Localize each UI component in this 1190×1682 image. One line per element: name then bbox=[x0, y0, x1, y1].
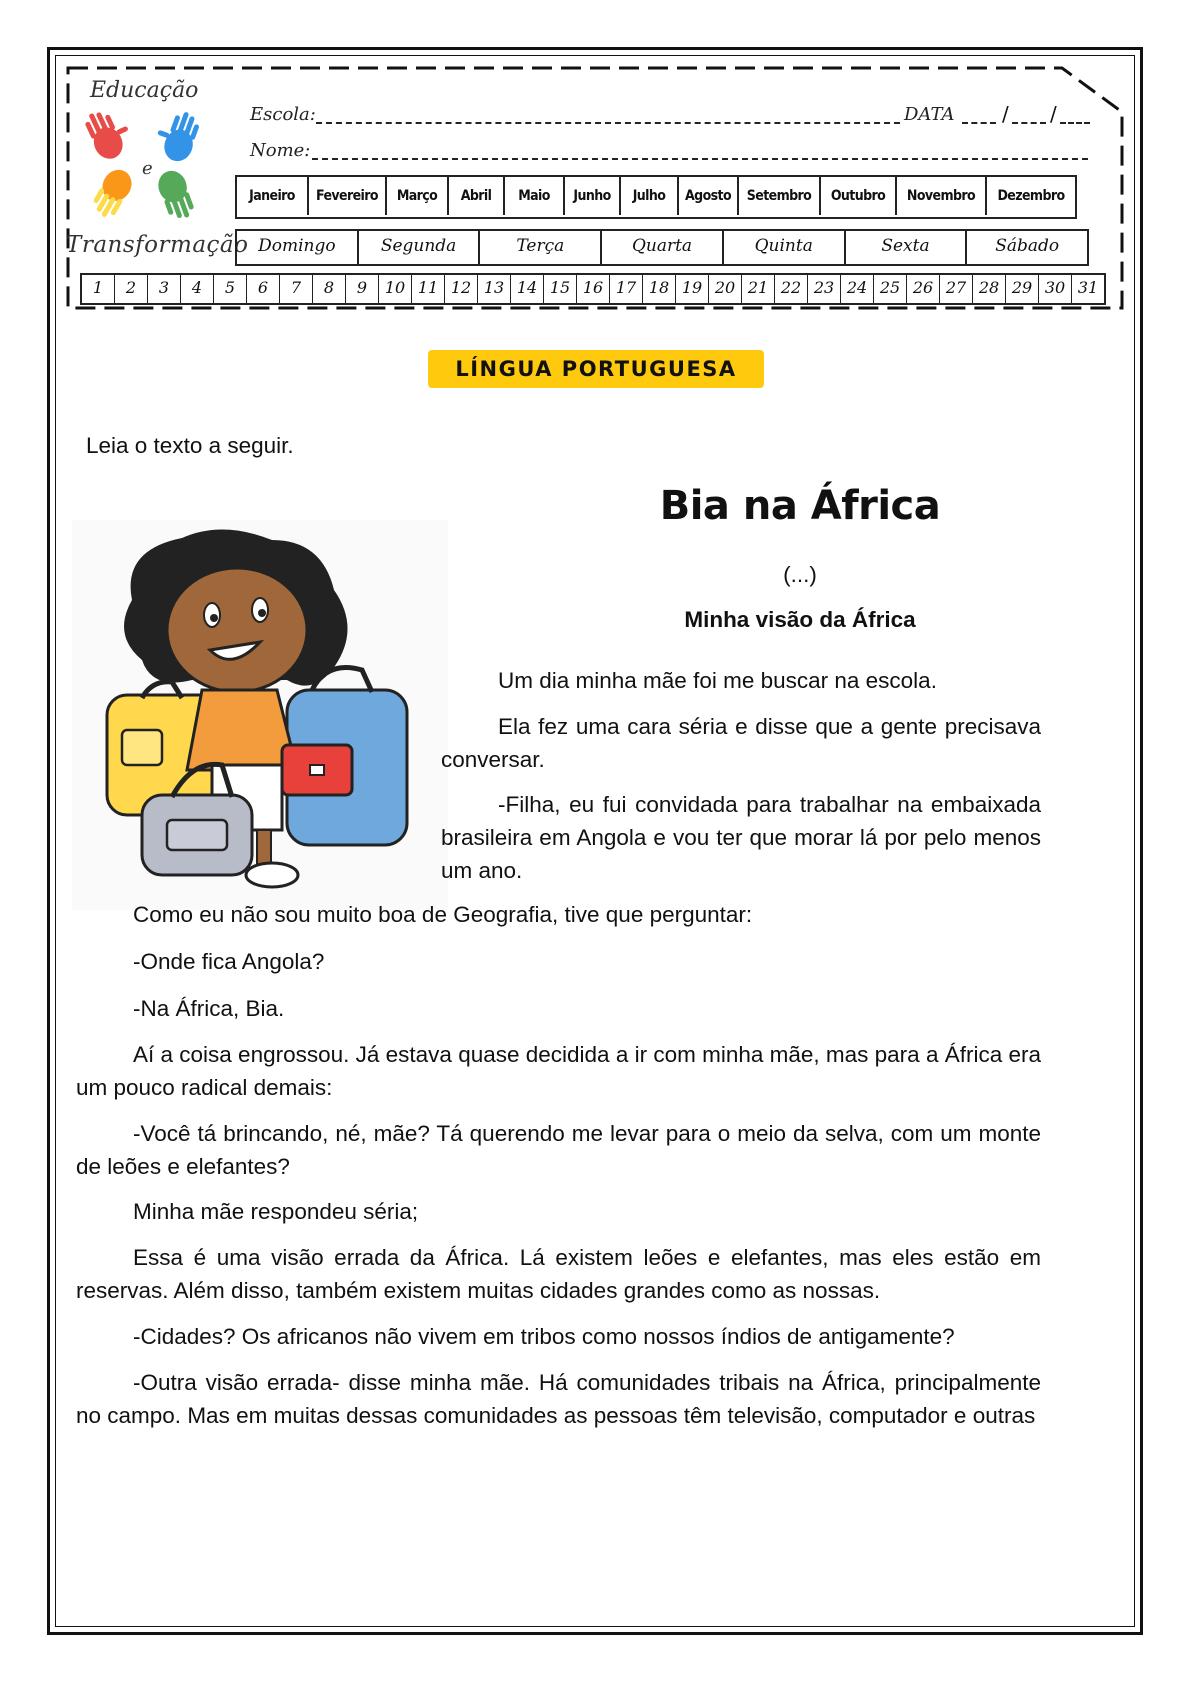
month-cell[interactable]: Março bbox=[387, 177, 449, 215]
day-cell[interactable]: 20 bbox=[709, 275, 742, 303]
month-cell[interactable]: Agosto bbox=[679, 177, 739, 215]
story-paragraph: Ela fez uma cara séria e disse que a gente precisava conversar. bbox=[441, 714, 1041, 772]
day-cell[interactable]: 11 bbox=[412, 275, 445, 303]
weekday-cell[interactable]: Terça bbox=[480, 231, 602, 264]
logo-text-middle: e bbox=[142, 158, 153, 179]
subject-badge: LÍNGUA PORTUGUESA bbox=[428, 350, 764, 388]
day-cell[interactable]: 28 bbox=[973, 275, 1006, 303]
months-row bbox=[235, 175, 1077, 219]
weekday-cell[interactable]: Domingo bbox=[237, 231, 359, 264]
day-cell[interactable]: 31 bbox=[1077, 278, 1099, 297]
month-cell[interactable]: Abril bbox=[449, 177, 505, 215]
story-paragraph: -Você tá brincando, né, mãe? Tá querendo me levar para o meio da selva, com um monte de leões e elefantes? bbox=[76, 1121, 1041, 1179]
data-label: DATA bbox=[904, 104, 955, 125]
day-cell[interactable]: 22 bbox=[775, 275, 808, 303]
story-paragraph: Um dia minha mãe foi me buscar na escola. bbox=[498, 668, 937, 693]
story-paragraph: -Cidades? Os africanos não vivem em tribos como nossos índios de antigamente? bbox=[133, 1324, 955, 1349]
day-cell[interactable]: 6 bbox=[247, 275, 280, 303]
nome-label: Nome: bbox=[250, 140, 311, 161]
instruction-text: Leia o texto a seguir. bbox=[86, 433, 294, 458]
story-paragraph: Essa é uma visão errada da África. Lá existem leões e elefantes, mas eles estão em reservas. Além disso, também existem muitas cidades grandes como as nossas. bbox=[76, 1245, 1041, 1303]
day-cell[interactable]: 30 bbox=[1039, 275, 1072, 303]
weekday-cell[interactable]: Segunda bbox=[359, 231, 481, 264]
story-title: Bia na África bbox=[659, 483, 941, 529]
day-cell[interactable]: 9 bbox=[346, 275, 379, 303]
day-cell[interactable]: 3 bbox=[148, 275, 181, 303]
day-cell[interactable]: 12 bbox=[445, 275, 478, 303]
date-slash: / bbox=[1050, 102, 1057, 126]
month-cell[interactable]: Setembro bbox=[739, 177, 821, 215]
weekday-cell[interactable]: Quarta bbox=[602, 231, 724, 264]
day-cell[interactable]: 19 bbox=[676, 275, 709, 303]
month-cell[interactable]: Junho bbox=[565, 177, 621, 215]
month-cell[interactable]: Novembro bbox=[897, 177, 987, 215]
logo-text-top: Educação bbox=[90, 78, 199, 103]
date-slash: / bbox=[1002, 102, 1009, 126]
weekday-cell[interactable]: Sábado bbox=[995, 236, 1060, 256]
day-cell[interactable]: 18 bbox=[643, 275, 676, 303]
month-cell[interactable]: Outubro bbox=[821, 177, 897, 215]
day-cell[interactable]: 17 bbox=[610, 275, 643, 303]
month-cell[interactable]: Dezembro bbox=[997, 188, 1065, 204]
month-cell[interactable]: Fevereiro bbox=[309, 177, 387, 215]
story-subtitle: Minha visão da África bbox=[684, 607, 916, 632]
day-cell[interactable]: 14 bbox=[511, 275, 544, 303]
day-cell[interactable]: 29 bbox=[1006, 275, 1039, 303]
nome-field[interactable] bbox=[312, 158, 1088, 160]
day-cell[interactable]: 23 bbox=[808, 275, 841, 303]
escola-label: Escola: bbox=[250, 104, 316, 125]
month-cell[interactable]: Maio bbox=[505, 177, 565, 215]
day-cell[interactable]: 24 bbox=[841, 275, 874, 303]
girl-with-luggage-illustration bbox=[72, 520, 448, 910]
story-paragraph: -Na África, Bia. bbox=[133, 996, 285, 1021]
day-cell[interactable]: 27 bbox=[940, 275, 973, 303]
day-cell[interactable]: 2 bbox=[115, 275, 148, 303]
day-cell[interactable]: 16 bbox=[577, 275, 610, 303]
story-paragraph: Minha mãe respondeu séria; bbox=[133, 1199, 419, 1224]
weekday-cell[interactable]: Quinta bbox=[724, 231, 846, 264]
day-cell[interactable]: 13 bbox=[478, 275, 511, 303]
story-ellipsis: (...) bbox=[783, 562, 817, 587]
story-paragraph: -Filha, eu fui convidada para trabalhar na embaixada brasileira em Angola e vou ter que morar lá por pelo menos um ano. bbox=[441, 792, 1041, 883]
day-cell[interactable]: 5 bbox=[214, 275, 247, 303]
day-cell[interactable]: 15 bbox=[544, 275, 577, 303]
story-paragraph: -Onde fica Angola? bbox=[133, 949, 325, 974]
day-cell[interactable]: 21 bbox=[742, 275, 775, 303]
story-paragraph: Aí a coisa engrossou. Já estava quase decidida a ir com minha mãe, mas para a África era um pouco radical demais: bbox=[76, 1042, 1041, 1100]
logo-text-bottom: Transformação bbox=[66, 232, 249, 258]
days-row bbox=[80, 273, 1106, 305]
story-paragraph: -Outra visão errada- disse minha mãe. Há comunidades tribais na África, principalmente no campo. Mas em muitas dessas comunidades as pessoas têm televisão, computador e outras bbox=[76, 1370, 1041, 1428]
story-paragraph: Como eu não sou muito boa de Geografia, tive que perguntar: bbox=[133, 902, 753, 927]
day-cell[interactable]: 8 bbox=[313, 275, 346, 303]
day-cell[interactable]: 1 bbox=[82, 275, 115, 303]
month-cell[interactable]: Janeiro bbox=[237, 177, 309, 215]
month-cell[interactable]: Julho bbox=[621, 177, 679, 215]
day-cell[interactable]: 10 bbox=[379, 275, 412, 303]
weekday-cell[interactable]: Sexta bbox=[846, 231, 968, 264]
day-cell[interactable]: 4 bbox=[181, 275, 214, 303]
escola-field[interactable] bbox=[316, 122, 900, 124]
day-cell[interactable]: 7 bbox=[280, 275, 313, 303]
weekdays-row bbox=[235, 229, 1089, 266]
day-cell[interactable]: 25 bbox=[874, 275, 907, 303]
day-cell[interactable]: 26 bbox=[907, 275, 940, 303]
